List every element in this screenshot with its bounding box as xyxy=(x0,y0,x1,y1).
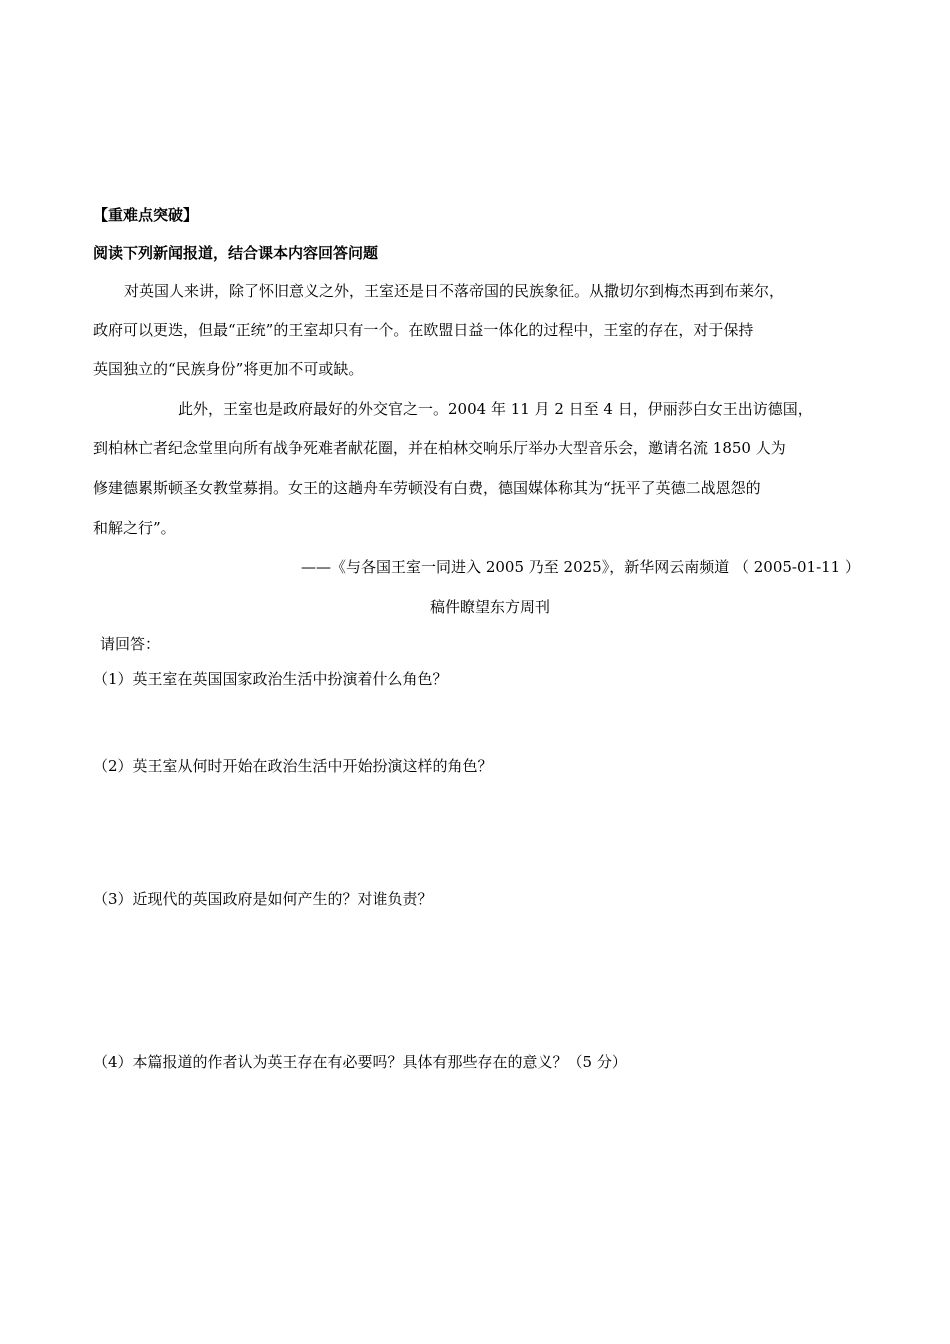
instruction-heading: 阅读下列新闻报道，结合课本内容回答问题 xyxy=(93,244,379,262)
question-2: （2）英王室从何时开始在政治生活中开始扮演这样的角色？ xyxy=(93,757,493,775)
source-citation: ——《与各国王室一同进入 2005 乃至 2025》，新华网云南频道 （ 2005-01-11 ） xyxy=(301,558,860,576)
passage-p1-line1: 对英国人来讲，除了怀旧意义之外，王室还是日不落帝国的民族象征。从撒切尔到梅杰再到布莱尔， xyxy=(124,282,785,300)
question-4: （4）本篇报道的作者认为英王存在有必要吗？具体有那些存在的意义？（5 分） xyxy=(93,1053,627,1071)
question-3: （3）近现代的英国政府是如何产生的？对谁负责？ xyxy=(93,890,433,908)
section-title: 【重难点突破】 xyxy=(93,206,199,224)
passage-p1-line3: 英国独立的“民族身份”将更加不可或缺。 xyxy=(93,360,364,378)
passage-p2-line1: 此外，王室也是政府最好的外交官之一。2004 年 11 月 2 日至 4 日，伊丽莎白女王出访德国， xyxy=(178,400,813,418)
passage-p2-line2: 到柏林亡者纪念堂里向所有战争死难者献花圈，并在柏林交响乐厅举办大型音乐会，邀请名流 1850 人为 xyxy=(93,439,786,457)
question-1: （1）英王室在英国国家政治生活中扮演着什么角色？ xyxy=(93,670,448,688)
answer-prompt: 请回答： xyxy=(100,635,161,653)
passage-p2-line4: 和解之行”。 xyxy=(93,519,176,537)
passage-p1-line2: 政府可以更迭，但最“正统”的王室却只有一个。在欧盟日益一体化的过程中，王室的存在，对于保持 xyxy=(93,321,754,339)
passage-p2-line3: 修建德累斯顿圣女教堂募捐。女王的这趟舟车劳顿没有白费，德国媒体称其为“抚平了英德二战恩怨的 xyxy=(93,479,761,497)
source-publication: 稿件瞭望东方周刊 xyxy=(429,598,550,616)
